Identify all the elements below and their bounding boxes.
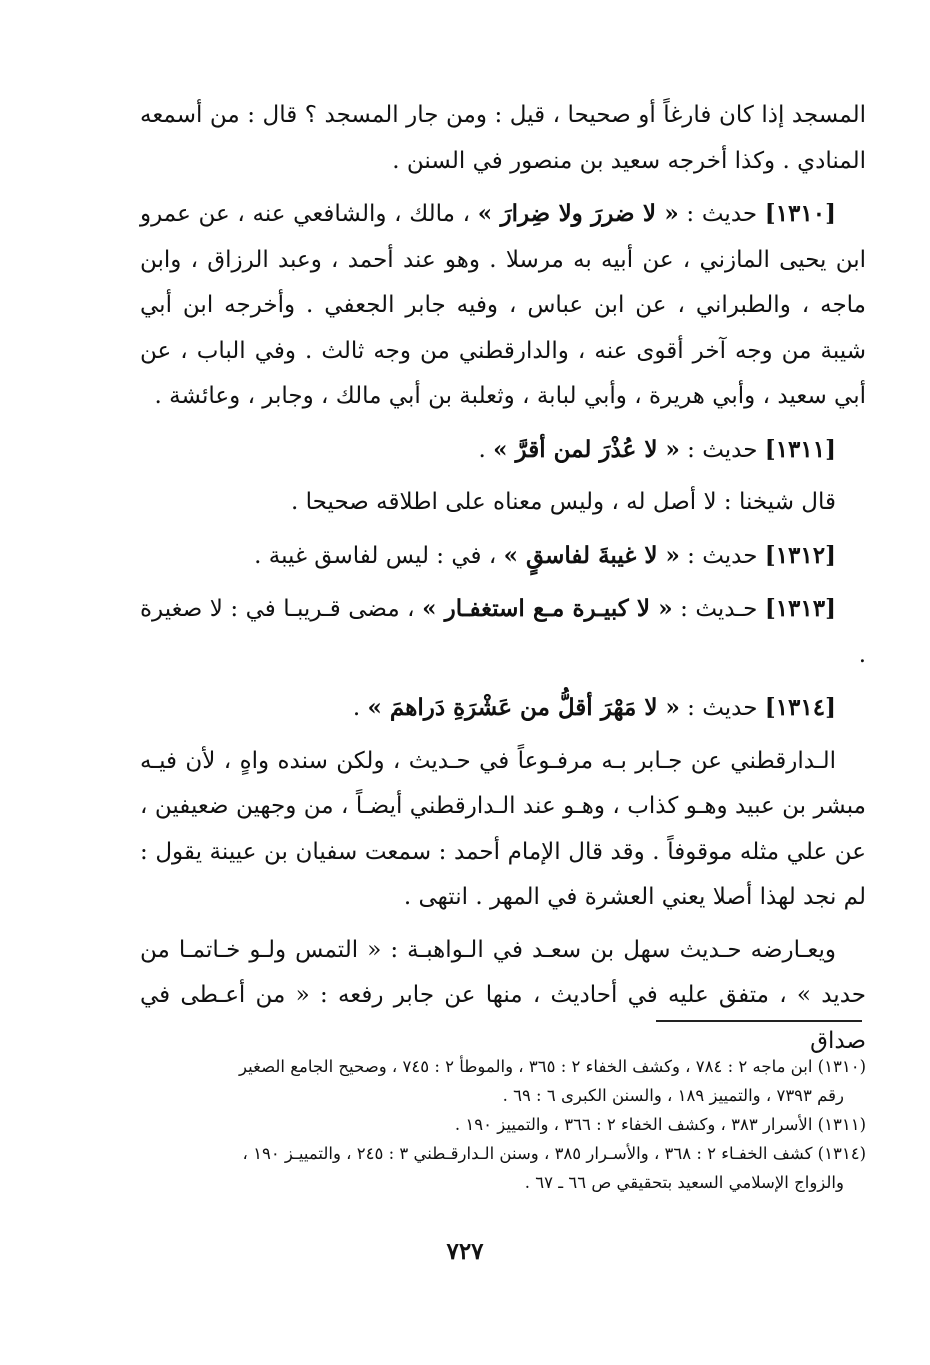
hadith-commentary: . [352,695,368,721]
footnote-text: (١٣١٤) كشف الخفـاء ٢ : ٣٦٨ ، والأسـرار ٣٨٥ ، وسنن الـدارقـطني ٣ : ٢٤٥ ، والتمييـز ١٩٠ ، [242,1144,866,1163]
hadith-commentary: . [478,436,494,463]
paragraph-text: قال شيخنا : لا أصل له ، وليس معناه على اطلاقه صحيحا . [291,489,836,515]
hadith-number: [١٣١٣] [764,595,837,622]
footnote-divider [656,1020,862,1022]
hadith-1312 [140,533,866,580]
main-text [140,93,866,1071]
footnote-text: والزواج الإسلامي السعيد بتحقيقي ص ٦٦ ـ ٦٧ . [524,1173,844,1192]
hadith-1310 [140,191,866,420]
hadith-commentary: ، في : ليس لفاسق غيبة . [254,542,504,569]
sheikh-comment [140,480,866,526]
footnote-1314-continuation [140,1168,866,1197]
hadith-number: [١٣١٢] [764,541,836,569]
hadith-commentary: ، مالك ، والشافعي عنه ، عن عمرو ابن يحيى المازني ، عن أبيه به مرسلا . وهو عند أحمد ، وعبد الرزاق ، وابن ماجه ، والطبراني ، عن ابن عباس ، وفيه جابر الجعفي . وأخرجه ابن أبي شيبة من وجه آخر أقوى عنه ، والدارقطني من وجه ثالث . وفي الباب ، عن أبي سعيد ، وأبي هريرة ، وأبي لبابة ، وثعلبة بن أبي مالك ، وجابر ، وعائشة . [140,201,866,409]
hadith-1314 [140,685,866,732]
paragraph-text: ويعـارضه حـديث سهل بن سعـد في الـواهبـة : « التمس ولـو خـاتمـا من حديد » ، متفق عليه في أحاديث ، منها عن جابر رفعه : « من أعـطى في صداق [140,936,866,1054]
paragraph-continuation [140,93,866,184]
footnote-text: رقم ٧٣٩٣ ، والتمييز ١٨٩ ، والسنن الكبرى ٦ : ٦٩ . [502,1086,844,1105]
hadith-prefix: حـديث : [672,596,765,622]
hadith-quote: « لا غيبةَ لفاسقٍ » [503,541,680,569]
footnote-text: (١٣١٠) ابن ماجه ٢ : ٧٨٤ ، وكشف الخفاء ٢ : ٣٦٥ ، والموطأ ٢ : ٧٤٥ ، وصحيح الجامع الصغير [239,1057,866,1076]
hadith-1313 [140,586,866,678]
hadith-prefix: حديث : [679,695,765,721]
footnote-text: (١٣١١) الأسرار ٣٨٣ ، وكشف الخفاء ٢ : ٣٦٦ ، والتمييز ١٩٠ . [454,1115,866,1134]
contradiction-paragraph [140,928,866,1065]
page-number: ٧٢٧ [446,1238,484,1265]
hadith-quote: « لا ضررَ ولا ضِرارَ » [477,200,679,227]
footnote-1310-continuation [140,1081,866,1110]
paragraph-text: الـدارقطني عن جـابر بـه مرفـوعاً في حـديث ، ولكن سنده واهٍ ، لأن فيـه مبشر بن عبيد وهـو كذاب ، وهـو عند الـدارقطني أيضـاً ، من وجهين ضعيفين ، عن علي مثله موقوفاً . وقد قال الإمام أحمد : سمعت سفيان بن عيينة يقول : لم نجد لهذا أصلا يعني العشرة في المهر . انتهى . [140,747,866,910]
footnote-1310 [140,1052,866,1081]
hadith-prefix: حديث : [678,201,765,227]
hadith-quote: « لا مَهْرَ أقلُّ من عَشْرَةِ دَراهمَ » [367,694,680,721]
hadith-commentary: ، مضى قـريبـا في : لا صغيرة . [140,596,866,668]
footnotes [140,1052,866,1197]
hadith-number: [١٣١٤] [764,694,836,721]
hadith-quote: « لا كبيـرة مـع استغفـار » [422,595,673,622]
daraqutni-paragraph [140,739,866,921]
footnote-1314 [140,1139,866,1168]
footnote-1311 [140,1110,866,1139]
hadith-prefix: حديث : [679,436,765,463]
hadith-prefix: حديث : [679,542,765,569]
hadith-quote: « لا عُذْرَ لمن أقرَّ » [493,435,680,463]
hadith-1311 [140,427,866,474]
paragraph-text: المسجد إذا كان فارغاً أو صحيحا ، قيل : ومن جار المسجد ؟ قال : من أسمعه المنادي . وكذا أخرجه سعيد بن منصور في السنن . [140,102,866,174]
hadith-number: [١٣١١] [764,435,836,463]
hadith-number: [١٣١٠] [764,200,836,227]
